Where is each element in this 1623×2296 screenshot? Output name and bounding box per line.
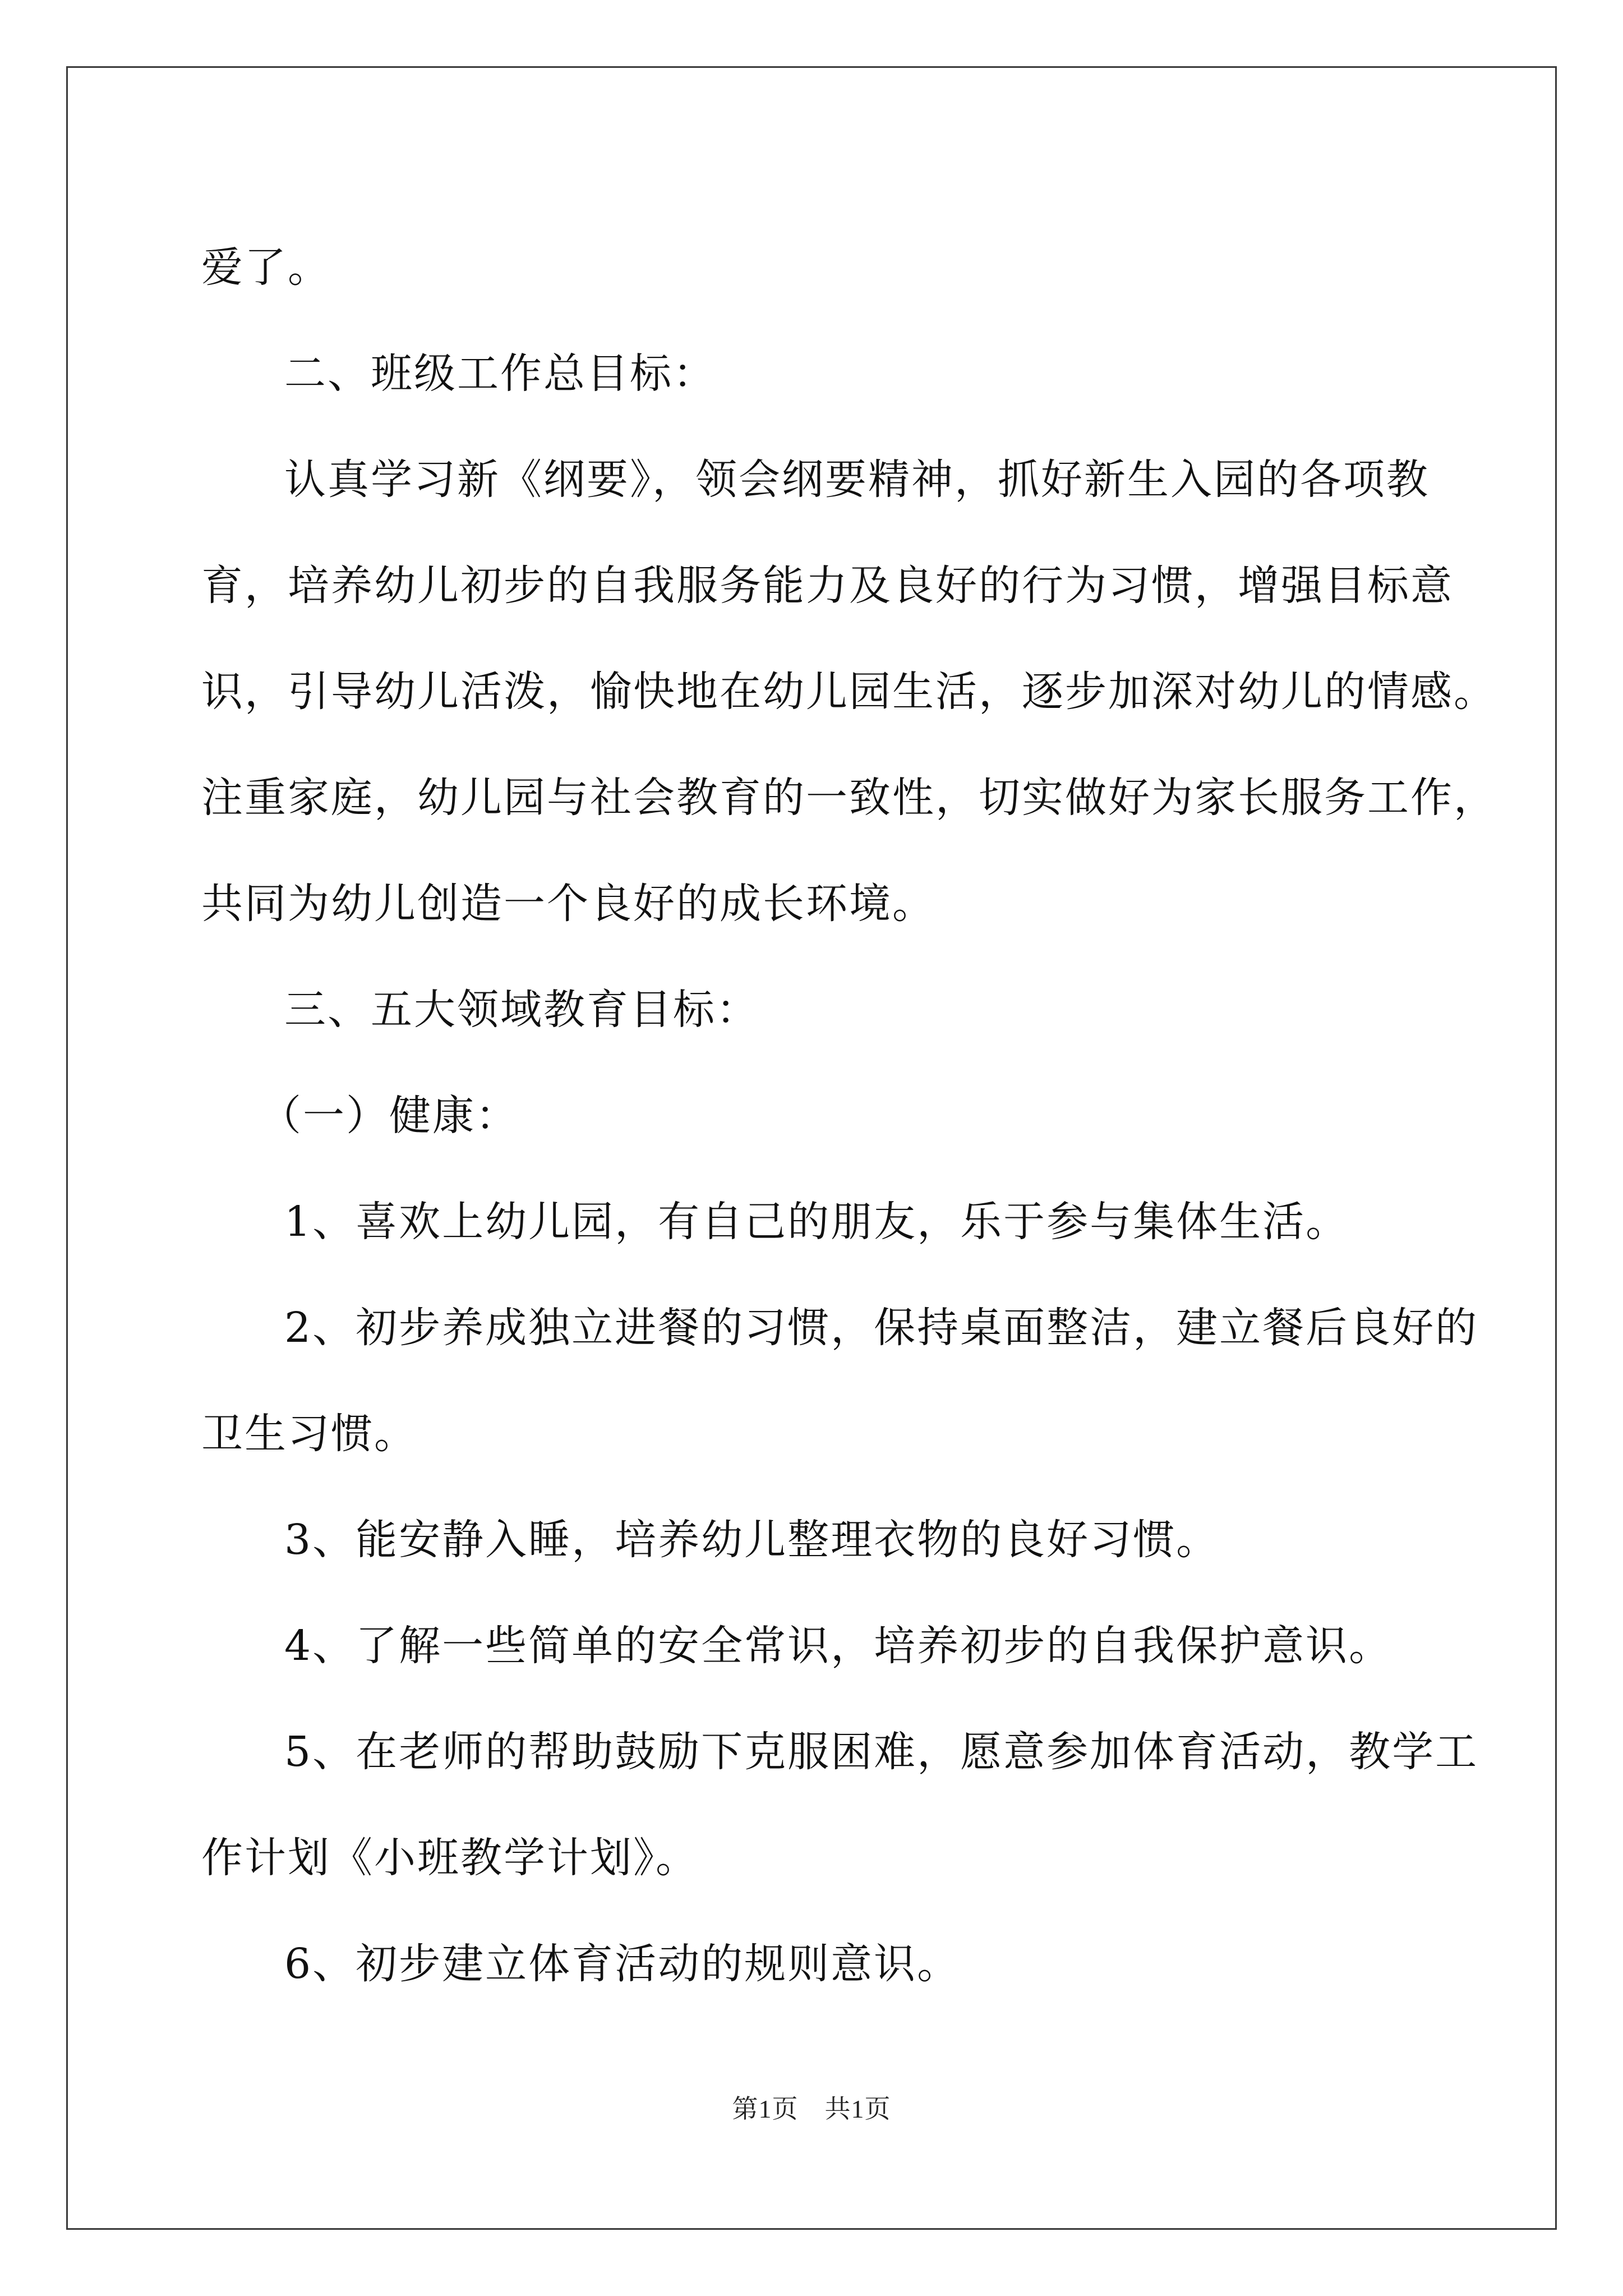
document-page (66, 66, 1557, 2230)
list-item-6: 6、初步建立体育活动的规则意识。 (284, 1940, 961, 1988)
section-heading-class-goals: 二、班级工作总目标： (284, 349, 716, 398)
subheading-health: （一）健康： (260, 1092, 519, 1140)
paragraph-class-goals: 认真学习新《纲要》，领会纲要精神，抓好新生入园的各项教育，培养幼儿初步的自我服务能力及良好的行为习惯，增强目标意识，引导幼儿活泼，愉快地在幼儿园生活，逐步加深对幼儿的情感。注重家庭，幼儿园与社会教育的一致性，切实做好为家长服务工作，共同为幼儿创造一个良好的成长环境。 (201, 455, 1497, 928)
list-item-1: 1、喜欢上幼儿园，有自己的朋友，乐于参与集体生活。 (284, 1198, 1349, 1246)
page-number-footer: 第1页 共1页 (732, 2095, 891, 2123)
list-item-5: 5、在老师的帮助鼓励下克服困难，愿意参加体育活动，教学工作计划《小班教学计划》。 (201, 1728, 1479, 1882)
document-body (201, 215, 1505, 2017)
list-item-2: 2、初步养成独立进餐的习惯，保持桌面整洁，建立餐后良好的卫生习惯。 (201, 1304, 1479, 1458)
list-item-3: 3、能安静入睡，培养幼儿整理衣物的良好习惯。 (284, 1516, 1220, 1564)
section-heading-five-domains: 三、五大领域教育目标： (284, 986, 759, 1034)
list-item-4: 4、了解一些简单的安全常识，培养初步的自我保护意识。 (284, 1622, 1393, 1670)
paragraph-continuation: 爱了。 (201, 243, 331, 292)
